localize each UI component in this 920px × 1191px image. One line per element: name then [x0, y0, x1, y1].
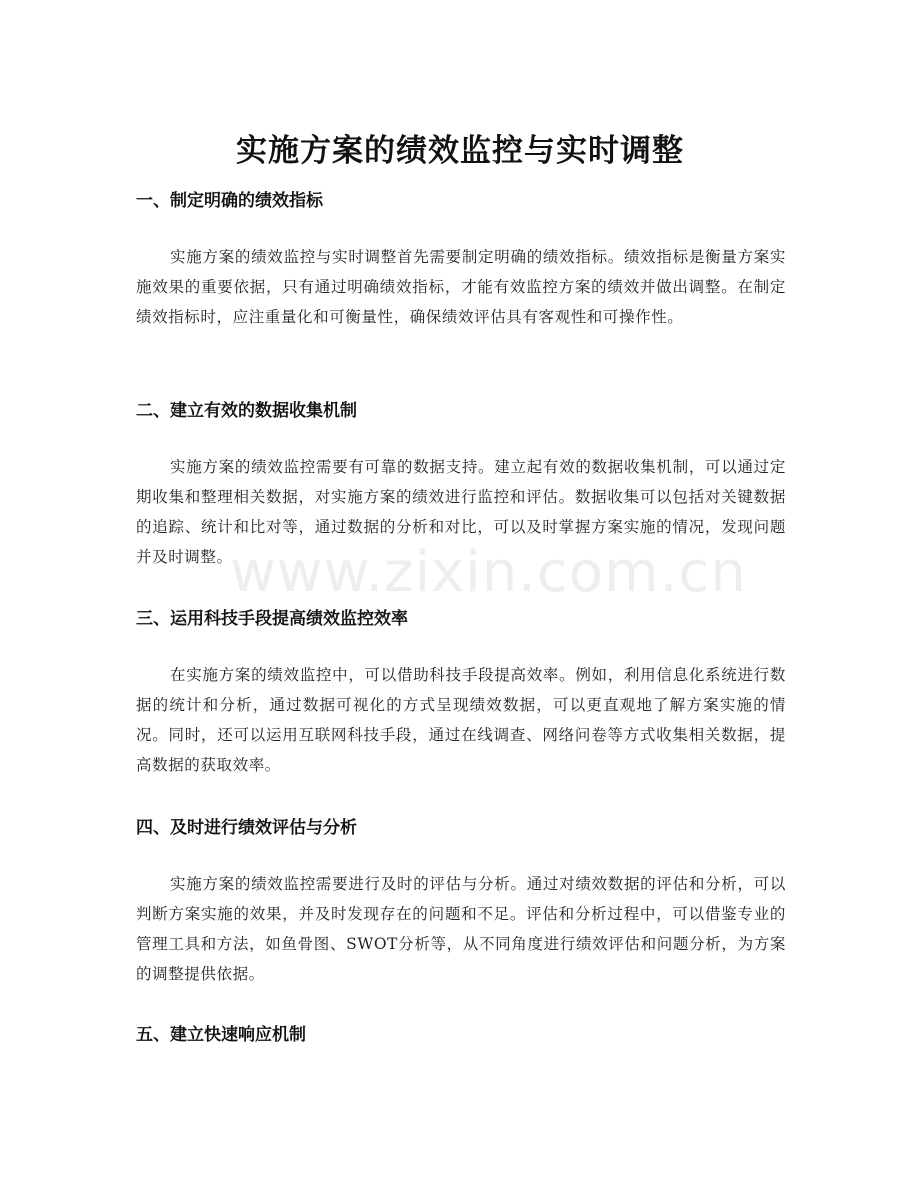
section-1 [136, 188, 786, 332]
section-heading: 四、及时进行绩效评估与分析 [136, 818, 357, 838]
section-heading: 三、运用科技手段提高绩效监控效率 [136, 609, 408, 629]
section-2 [136, 398, 786, 572]
section-heading: 五、建立快速响应机制 [136, 1025, 306, 1045]
section-heading: 二、建立有效的数据收集机制 [136, 401, 357, 421]
section-paragraph: 实施方案的绩效监控需要有可靠的数据支持。建立起有效的数据收集机制，可以通过定期收集和整理相关数据，对实施方案的绩效进行监控和评估。数据收集可以包括对关键数据的追踪、统计和比对等，通过数据的分析和对比，可以及时掌握方案实施的情况，发现问题并及时调整。 [136, 458, 786, 566]
section-paragraph: 实施方案的绩效监控与实时调整首先需要制定明确的绩效指标。绩效指标是衡量方案实施效果的重要依据，只有通过明确绩效指标，才能有效监控方案的绩效并做出调整。在制定绩效指标时，应注重量化和可衡量性，确保绩效评估具有客观性和可操作性。 [136, 248, 786, 326]
section-paragraph: 实施方案的绩效监控需要进行及时的评估与分析。通过对绩效数据的评估和分析，可以判断方案实施的效果，并及时发现存在的问题和不足。评估和分析过程中，可以借鉴专业的管理工具和方法，如鱼骨图、SWOT分析等，从不同角度进行绩效评估和问题分析，为方案的调整提供依据。 [136, 875, 786, 983]
watermark: www.zixin.com.cn [230, 540, 747, 605]
section-5 [136, 1022, 786, 1048]
document-title: 实施方案的绩效监控与实时调整 [236, 132, 684, 169]
section-heading: 一、制定明确的绩效指标 [136, 191, 323, 211]
section-paragraph: 在实施方案的绩效监控中，可以借助科技手段提高效率。例如，利用信息化系统进行数据的统计和分析，通过数据可视化的方式呈现绩效数据，可以更直观地了解方案实施的情况。同时，还可以运用互联网科技手段，通过在线调查、网络问卷等方式收集相关数据，提高数据的获取效率。 [136, 666, 786, 774]
section-3 [136, 606, 786, 780]
section-4 [136, 815, 786, 989]
